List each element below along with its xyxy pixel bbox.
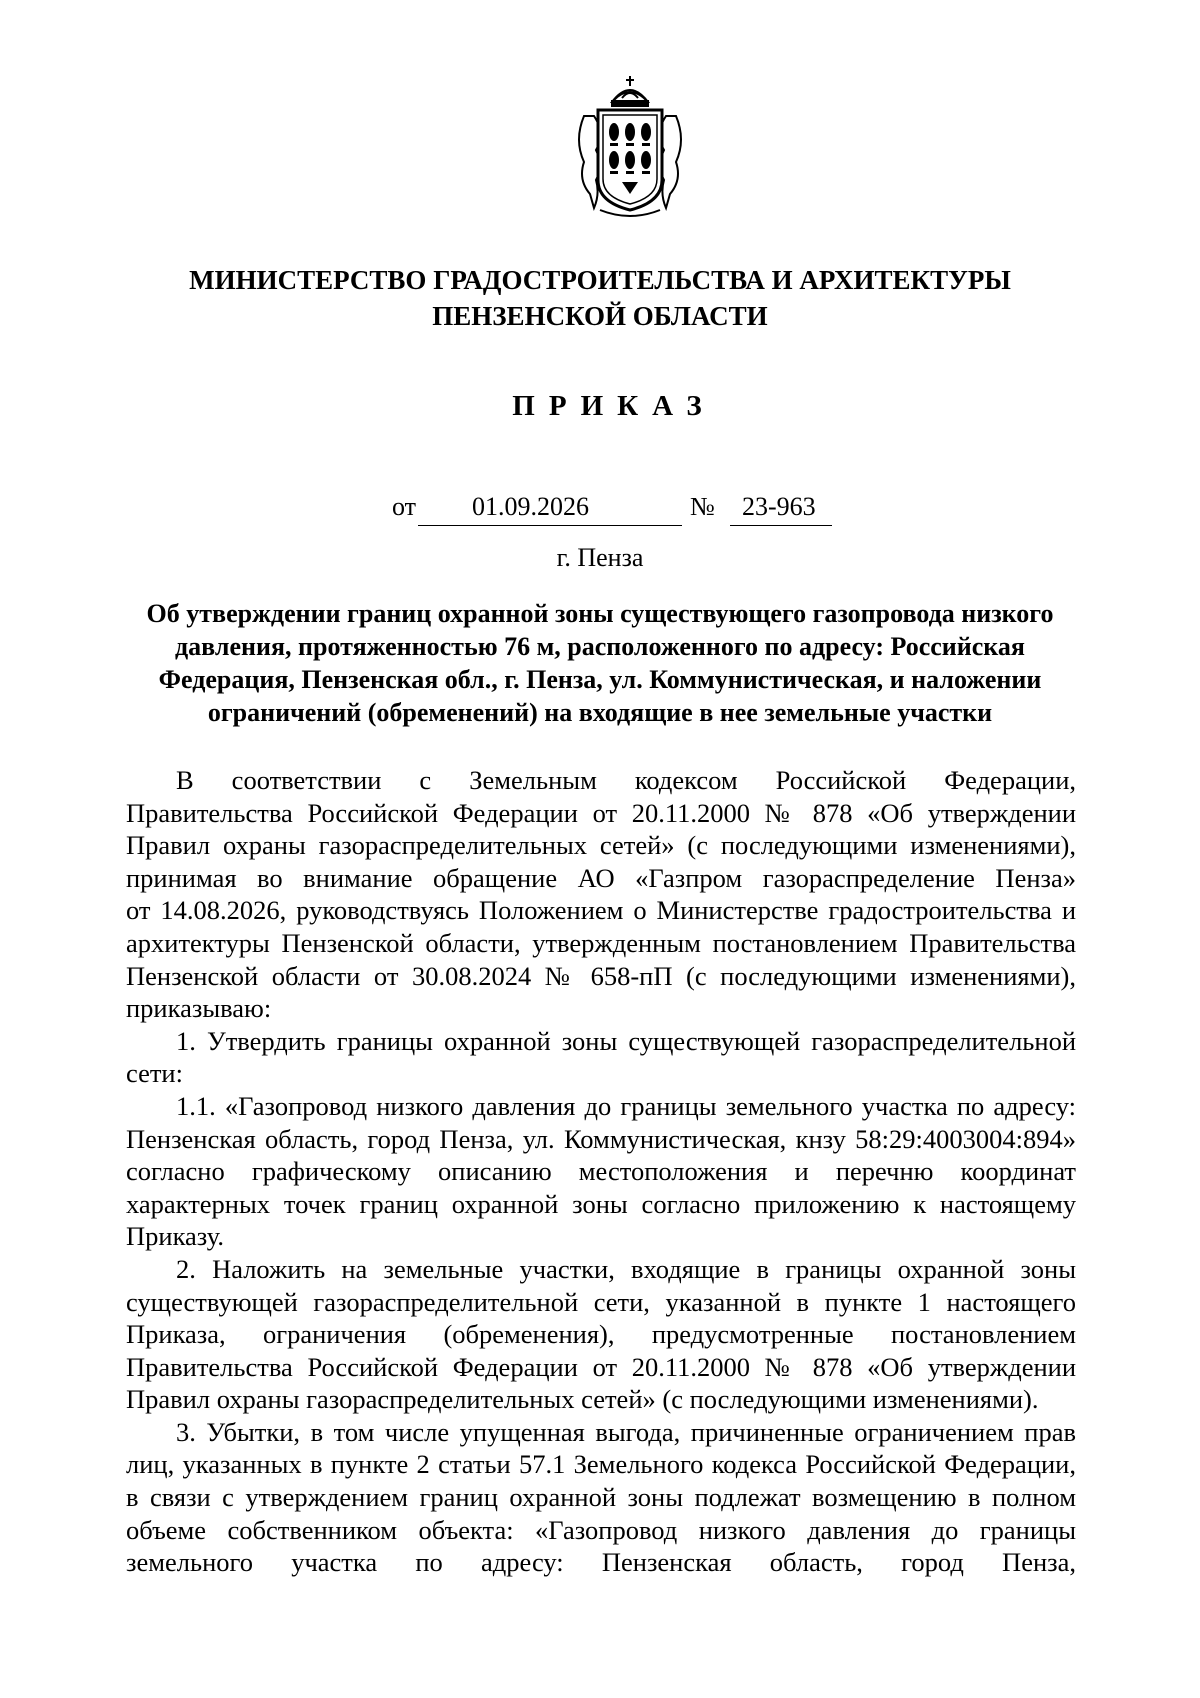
body-line: 1. Утвердить границы охранной зоны существующей газораспределительной (176, 1025, 1076, 1056)
document-city: г. Пенза (556, 543, 644, 572)
body-line: Пензенская область, город Пенза, ул. Коммунистическая, кнзу 58:29:4003004:894» (126, 1123, 1076, 1154)
ministry-name-line-1: МИНИСТЕРСТВО ГРАДОСТРОИТЕЛЬСТВА И АРХИТЕКТУРЫ (189, 265, 1011, 295)
subject-line: давления, протяженностью 76 м, расположенного по адресу: Российская (175, 632, 1025, 661)
body-line: в связи с утверждением границ охранной зоны подлежат возмещению в полном (126, 1482, 1076, 1513)
document-number: 23-963 (742, 492, 816, 521)
body-line: согласно графическому описанию местоположения и перечню координат (126, 1156, 1076, 1187)
body-line: 2. Наложить на земельные участки, входящие в границы охранной зоны (176, 1253, 1076, 1284)
body-line: Правительства Российской Федерации от 20.11.2000 № 878 «Об утверждении (126, 797, 1076, 828)
document-subject (120, 597, 1080, 729)
date-from-label: от (392, 492, 417, 521)
ministry-name-line-2: ПЕНЗЕНСКОЙ ОБЛАСТИ (432, 301, 768, 331)
body-line: приказываю: (126, 993, 272, 1024)
body-line: объеме собственником объекта: «Газопровод низкого давления до границы (126, 1514, 1076, 1545)
ministry-name (100, 262, 1100, 334)
body-line: Правил охраны газораспределительных сетей» (с последующими изменениями). (126, 1384, 1039, 1415)
number-label: № (690, 492, 715, 521)
number-underline (730, 525, 832, 526)
body-line: Правил охраны газораспределительных сетей» (с последующими изменениями), (126, 830, 1076, 861)
body-line: земельного участка по адресу: Пензенская область, город Пенза, (126, 1547, 1076, 1578)
body-line: Пензенской области от 30.08.2024 № 658-пП (с последующими изменениями), (126, 960, 1076, 991)
body-line: 1.1. «Газопровод низкого давления до границы земельного участка по адресу: (176, 1090, 1076, 1121)
body-line: Приказу. (126, 1221, 224, 1252)
body-line: сети: (126, 1058, 183, 1089)
coat-of-arms-emblem (570, 70, 690, 225)
body-line: характерных точек границ охранной зоны согласно приложению к настоящему (126, 1188, 1076, 1219)
document-type-title: ПРИКАЗ (512, 390, 716, 422)
subject-line: Федерация, Пензенская обл., г. Пенза, ул. Коммунистическая, и наложении (158, 665, 1042, 694)
body-line: Правительства Российской Федерации от 20.11.2000 № 878 «Об утверждении (126, 1351, 1076, 1382)
body-line: принимая во внимание обращение АО «Газпром газораспределение Пенза» (126, 862, 1076, 893)
subject-line: ограничений (обременений) на входящие в нее земельные участки (207, 698, 993, 727)
body-line: 3. Убытки, в том числе упущенная выгода, причиненные ограничением прав (176, 1416, 1076, 1447)
body-line: архитектуры Пензенской области, утвержденным постановлением Правительства (126, 927, 1076, 958)
body-line: Приказа, ограничения (обременения), предусмотренные постановлением (126, 1319, 1076, 1350)
body-line: В соответствии с Земельным кодексом Российской Федерации, (176, 765, 1076, 795)
date-underline (418, 525, 682, 526)
body-line: лиц, указанных в пункте 2 статьи 57.1 Земельного кодекса Российской Федерации, (126, 1449, 1076, 1480)
body-line: существующей газораспределительной сети, указанной в пункте 1 настоящего (126, 1286, 1076, 1317)
body-line: от 14.08.2026, руководствуясь Положением о Министерстве градостроительства и (126, 895, 1076, 926)
document-body (126, 764, 1076, 1579)
document-date: 01.09.2026 (472, 492, 589, 521)
subject-line: Об утверждении границ охранной зоны существующего газопровода низкого (146, 599, 1054, 628)
